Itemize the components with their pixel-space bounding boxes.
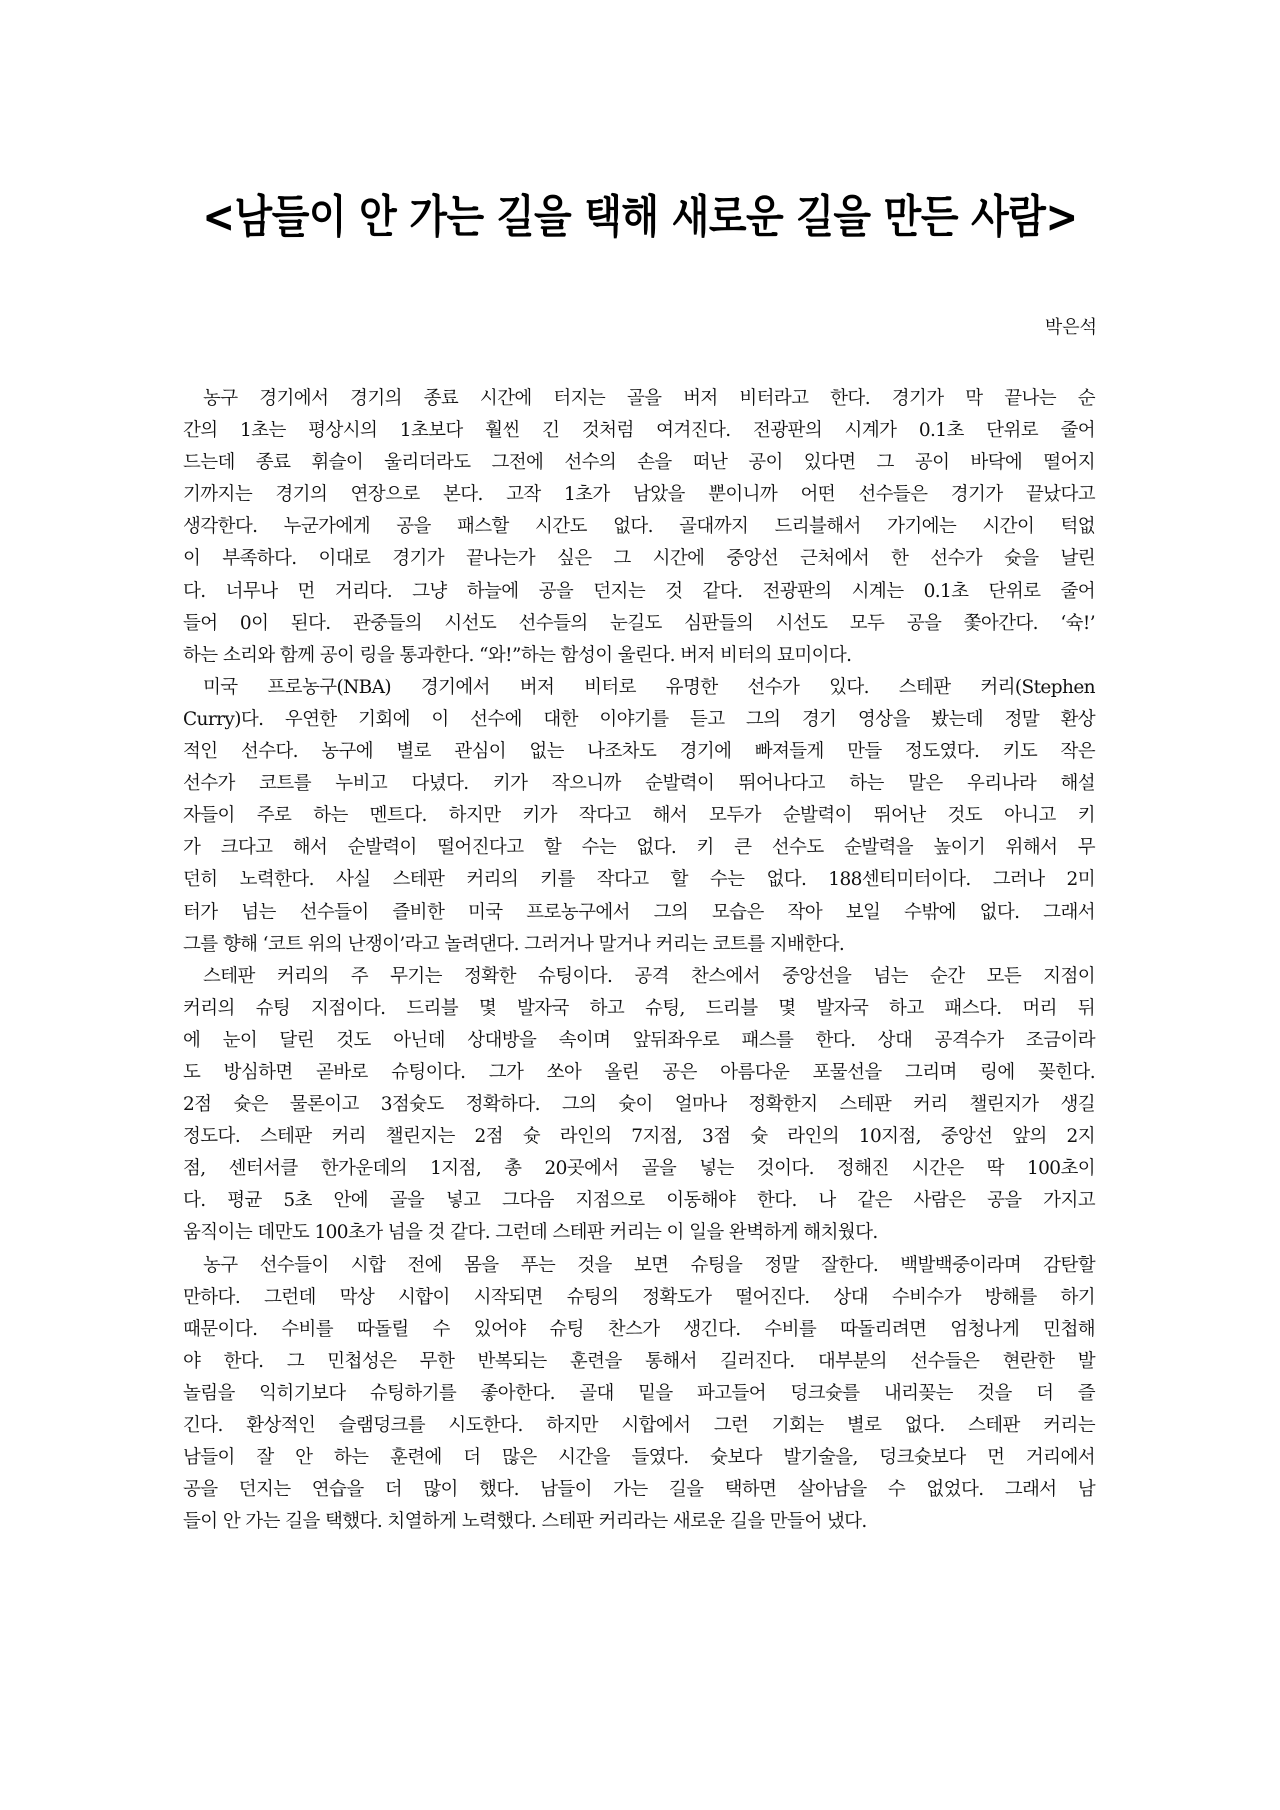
paragraph: [183, 672, 1095, 961]
text-line: 다. 평균 5초 안에 골을 넣고 그다음 지점으로 이동해야 한다. 나 같은 사람은 공을 가지고: [183, 1190, 1095, 1212]
text-line: 그를 향해 ‘코트 위의 난쟁이’라고 놀려댄다. 그러거나 말거나 커리는 코트를 지배한다.: [183, 933, 845, 955]
text-line: 하는 소리와 함께 공이 링을 통과한다. “와!”하는 함성이 울린다. 버저 비터의 묘미이다.: [183, 644, 852, 666]
text-line: 들이 안 가는 길을 택했다. 치열하게 노력했다. 스테판 커리라는 새로운 길을 만들어 냈다.: [183, 1511, 867, 1533]
text-line: 만하다. 그런데 막상 시합이 시작되면 슈팅의 정확도가 떨어진다. 상대 수비수가 방해를 하기: [183, 1286, 1095, 1308]
author-name: 박은석: [1044, 317, 1097, 338]
text-line: 드는데 종료 휘슬이 울리더라도 그전에 선수의 손을 떠난 공이 있다면 그 공이 바닥에 떨어지: [183, 452, 1095, 474]
text-line: 기까지는 경기의 연장으로 본다. 고작 1초가 남았을 뿐이니까 어떤 선수들은 경기가 끝났다고: [183, 484, 1095, 506]
text-line: Curry)다. 우연한 기회에 이 선수에 대한 이야기를 듣고 그의 경기 영상을 봤는데 정말 환상: [183, 708, 1095, 730]
document-body: [183, 383, 1095, 1538]
text-line: 미국 프로농구(NBA) 경기에서 버저 비터로 유명한 선수가 있다. 스테판 커리(Stephen: [203, 676, 1095, 698]
text-line: 에 눈이 달린 것도 아닌데 상대방을 속이며 앞뒤좌우로 패스를 한다. 상대 공격수가 조금이라: [183, 1029, 1095, 1051]
paragraph: [183, 961, 1095, 1250]
text-line: 스테판 커리의 주 무기는 정확한 슈팅이다. 공격 찬스에서 중앙선을 넘는 순간 모든 지점이: [203, 965, 1095, 987]
text-line: 적인 선수다. 농구에 별로 관심이 없는 나조차도 경기에 빠져들게 만들 정도였다. 키도 작은: [183, 741, 1095, 763]
text-line: 점, 센터서클 한가운데의 1지점, 총 20곳에서 골을 넣는 것이다. 정해진 시간은 딱 100초이: [183, 1158, 1095, 1180]
text-line: 남들이 잘 안 하는 훈련에 더 많은 시간을 들였다. 슛보다 발기술을, 덩크슛보다 먼 거리에서: [183, 1447, 1095, 1469]
text-line: 2점 슛은 물론이고 3점슛도 정확하다. 그의 슛이 얼마나 정확한지 스테판 커리 챌린지가 생길: [183, 1094, 1095, 1116]
text-line: 다. 너무나 먼 거리다. 그냥 하늘에 공을 던지는 것 같다. 전광판의 시계는 0.1초 단위로 줄어: [183, 580, 1095, 602]
text-line: 농구 경기에서 경기의 종료 시간에 터지는 골을 버저 비터라고 한다. 경기가 막 끝나는 순: [203, 388, 1095, 409]
text-line: 이 부족하다. 이대로 경기가 끝나는가 싶은 그 시간에 중앙선 근처에서 한 선수가 슛을 날린: [183, 548, 1095, 570]
text-line: 도 방심하면 곧바로 슈팅이다. 그가 쏘아 올린 공은 아름다운 포물선을 그리며 링에 꽂힌다.: [183, 1061, 1095, 1083]
text-line: 커리의 슈팅 지점이다. 드리블 몇 발자국 하고 슈팅, 드리블 몇 발자국 하고 패스다. 머리 뒤: [183, 997, 1095, 1019]
text-line: 가 크다고 해서 순발력이 떨어진다고 할 수는 없다. 키 큰 선수도 순발력을 높이기 위해서 무: [183, 837, 1095, 859]
document-title: <남들이 안 가는 길을 택해 새로운 길을 만든 사람>: [202, 191, 1078, 244]
text-line: 던히 노력한다. 사실 스테판 커리의 키를 작다고 할 수는 없다. 188센티미터이다. 그러나 2미: [183, 869, 1095, 891]
text-line: 정도다. 스테판 커리 챌린지는 2점 슛 라인의 7지점, 3점 슛 라인의 10지점, 중앙선 앞의 2지: [183, 1126, 1095, 1148]
text-line: 때문이다. 수비를 따돌릴 수 있어야 슈팅 찬스가 생긴다. 수비를 따돌리려면 엄청나게 민첩해: [183, 1318, 1095, 1340]
text-line: 공을 던지는 연습을 더 많이 했다. 남들이 가는 길을 택하면 살아남을 수 없었다. 그래서 남: [183, 1479, 1095, 1501]
text-line: 농구 선수들이 시합 전에 몸을 푸는 것을 보면 슈팅을 정말 잘한다. 백발백중이라며 감탄할: [203, 1254, 1095, 1276]
text-line: 들어 0이 된다. 관중들의 시선도 선수들의 눈길도 심판들의 시선도 모두 공을 쫓아간다. ‘슉!’: [183, 612, 1095, 634]
text-line: 자들이 주로 하는 멘트다. 하지만 키가 작다고 해서 모두가 순발력이 뛰어난 것도 아니고 키: [183, 805, 1095, 827]
text-line: 생각한다. 누군가에게 공을 패스할 시간도 없다. 골대까지 드리블해서 가기에는 시간이 턱없: [183, 516, 1095, 538]
text-line: 간의 1초는 평상시의 1초보다 훨씬 긴 것처럼 여겨진다. 전광판의 시계가 0.1초 단위로 줄어: [183, 420, 1095, 442]
paragraph: [183, 1250, 1095, 1539]
paragraph: [183, 383, 1095, 672]
text-line: 움직이는 데만도 100초가 넘을 것 같다. 그런데 스테판 커리는 이 일을 완벽하게 해치웠다.: [183, 1222, 878, 1244]
text-line: 선수가 코트를 누비고 다녔다. 키가 작으니까 순발력이 뛰어나다고 하는 말은 우리나라 해설: [183, 773, 1095, 795]
text-line: 놀림을 익히기보다 슈팅하기를 좋아한다. 골대 밑을 파고들어 덩크슛를 내리꽂는 것을 더 즐: [183, 1382, 1095, 1404]
text-line: 터가 넘는 선수들이 즐비한 미국 프로농구에서 그의 모습은 작아 보일 수밖에 없다. 그래서: [183, 901, 1095, 923]
text-line: 긴다. 환상적인 슬램덩크를 시도한다. 하지만 시합에서 그런 기회는 별로 없다. 스테판 커리는: [183, 1415, 1095, 1436]
text-line: 야 한다. 그 민첩성은 무한 반복되는 훈련을 통해서 길러진다. 대부분의 선수들은 현란한 발: [183, 1350, 1095, 1372]
